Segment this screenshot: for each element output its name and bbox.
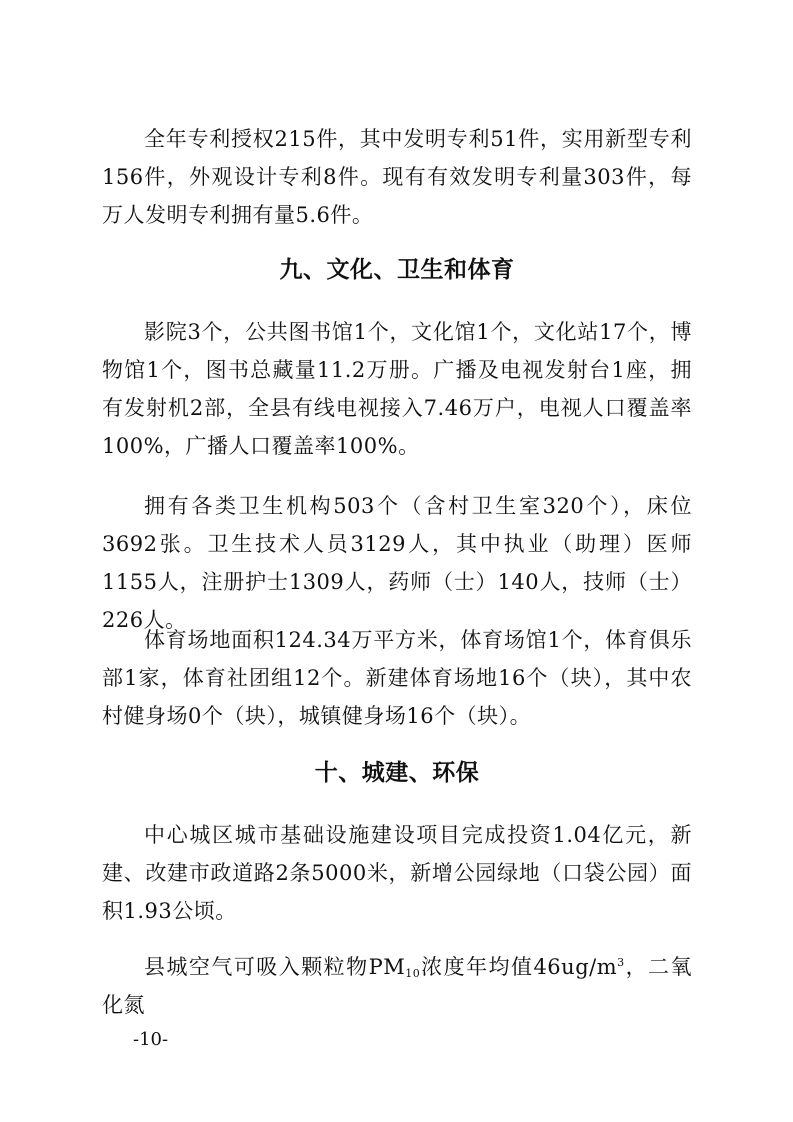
paragraph-culture: 影院3个，公共图书馆1个，文化馆1个，文化站17个，博物馆1个，图书总藏量11.2万册。广播及电视发射台1座，拥有发射机2部，全县有线电视接入7.46万户，电视人口覆盖率100%，广播人口覆盖率100%。 (102, 320, 692, 458)
pm-subscript: 10 (405, 967, 421, 980)
paragraph-air-quality (102, 948, 692, 1024)
unit-superscript: 3 (617, 956, 625, 969)
heading-urban-environment: 十、城建、环保 (314, 760, 480, 786)
paragraph-patents: 全年专利授权215件，其中发明专利51件，实用新型专利156件，外观设计专利8件。现有有效发明专利量303件，每万人发明专利拥有量5.6件。 (102, 127, 692, 227)
air-text-suffix: ，二氧化氮 (102, 955, 692, 1017)
paragraph-sports: 体育场地面积124.34万平方米，体育场馆1个，体育俱乐部1家，体育社团组12个。新建体育场地16个（块），其中农村健身场0个（块），城镇健身场16个（块）。 (102, 628, 692, 728)
page-number: -10- (133, 1029, 169, 1050)
paragraph-health: 拥有各类卫生机构503个（含村卫生室320个），床位3692张。卫生技术人员3129人，其中执业（助理）医师1155人，注册护士1309人，药师（士）140人，技师（士）226人。 (102, 494, 692, 632)
paragraph-construction: 中心城区城市基础设施建设项目完成投资1.04亿元，新建、改建市政道路2条5000米，新增公园绿地（口袋公园）面积1.93公顷。 (102, 823, 692, 923)
air-text-mid: 浓度年均值46ug/m (420, 955, 618, 979)
heading-culture-health-sports: 九、文化、卫生和体育 (279, 257, 515, 283)
air-text-prefix: 县城空气可吸入颗粒物PM (144, 955, 406, 979)
